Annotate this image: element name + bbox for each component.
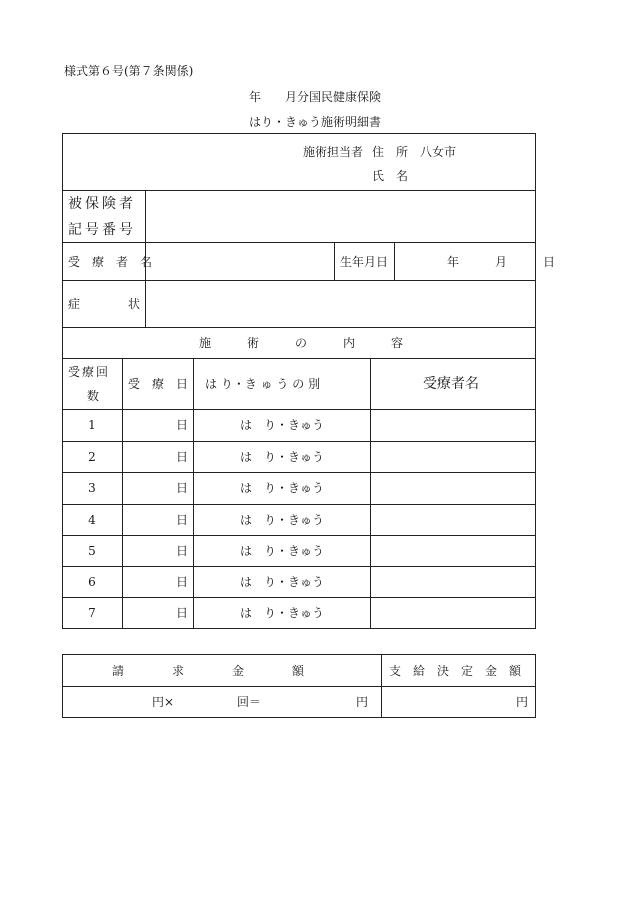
symptoms-label: 症 状 (68, 297, 141, 311)
row-day-suffix: 日 (176, 575, 189, 589)
table-border-top (62, 133, 536, 134)
row-day-suffix: 日 (176, 450, 189, 464)
row-number: 6 (88, 575, 96, 589)
dob-label: 生年月日 (340, 255, 389, 269)
row-number: 1 (88, 418, 96, 432)
row-divider (62, 358, 536, 359)
row-treatment-type: は り・きゅう (240, 606, 325, 620)
col-divider (394, 242, 395, 280)
practitioner-address-value: 八女市 (420, 145, 457, 159)
treatment-section-title: 施 術 の 内 容 (199, 336, 404, 350)
row-treatment-type: は り・きゅう (240, 481, 325, 495)
row-divider (62, 472, 536, 473)
row-divider (62, 535, 536, 536)
practitioner-name-label: 氏 名 (372, 169, 409, 183)
row-number: 4 (88, 513, 96, 527)
practitioner-address-label: 住 所 (372, 145, 409, 159)
insured-number-label-line1: 被保険者 (68, 196, 136, 212)
row-divider (62, 190, 536, 191)
col-divider (193, 358, 194, 628)
row-divider (62, 504, 536, 505)
form-title-line1: 年 月分国民健康保険 (248, 90, 381, 104)
col-header-count-line2: 数 (87, 389, 100, 403)
claim-yen: 円 (356, 695, 369, 709)
billing-row-divider (62, 686, 536, 687)
row-day-suffix: 日 (176, 606, 189, 620)
row-day-suffix: 日 (176, 544, 189, 558)
col-header-count-line1: 受療回 (68, 365, 111, 379)
row-day-suffix: 日 (176, 481, 189, 495)
row-divider (62, 280, 536, 281)
billing-border-top (62, 654, 536, 655)
row-number: 7 (88, 606, 96, 620)
table-border-bottom (62, 628, 536, 629)
claim-times-equals: 回＝ (237, 695, 262, 709)
form-title-line2: はり・きゅう施術明細書 (248, 115, 381, 129)
row-divider (62, 327, 536, 328)
row-treatment-type: は り・きゅう (240, 544, 325, 558)
table-border-right (535, 133, 536, 629)
row-treatment-type: は り・きゅう (240, 450, 325, 464)
col-divider (370, 358, 371, 628)
patient-name-label: 受 療 者 名 (68, 255, 153, 269)
billing-border-left (62, 654, 63, 718)
col-header-patient-name: 受療者名 (423, 376, 479, 392)
row-treatment-type: は り・きゅう (240, 418, 325, 432)
row-treatment-type: は り・きゅう (240, 513, 325, 527)
claim-yen-times: 円× (152, 695, 175, 709)
row-day-suffix: 日 (176, 513, 189, 527)
row-divider (62, 597, 536, 598)
decision-amount-label: 支 給 決 定 金 額 (389, 664, 522, 678)
col-divider (122, 358, 123, 628)
row-divider (62, 441, 536, 442)
row-number: 3 (88, 481, 96, 495)
billing-border-right (535, 654, 536, 718)
billing-border-bottom (62, 717, 536, 718)
dob-value: 年 月 日 (447, 255, 556, 269)
row-day-suffix: 日 (176, 418, 189, 432)
form-number: 様式第６号(第７条関係) (64, 64, 194, 78)
col-divider (334, 242, 335, 280)
decision-yen: 円 (516, 695, 529, 709)
row-divider (62, 409, 536, 410)
practitioner-label: 施術担当者 (303, 145, 364, 159)
col-header-date: 受 療 日 (128, 377, 189, 391)
col-header-type: は り・き ゅ う の 別 (205, 377, 321, 391)
claim-amount-label: 請 求 金 額 (112, 664, 305, 678)
billing-col-divider (381, 654, 382, 718)
row-treatment-type: は り・きゅう (240, 575, 325, 589)
row-number: 2 (88, 450, 96, 464)
row-divider (62, 566, 536, 567)
row-divider (62, 242, 536, 243)
insured-number-label-line2: 記号番号 (68, 222, 136, 238)
row-number: 5 (88, 544, 96, 558)
